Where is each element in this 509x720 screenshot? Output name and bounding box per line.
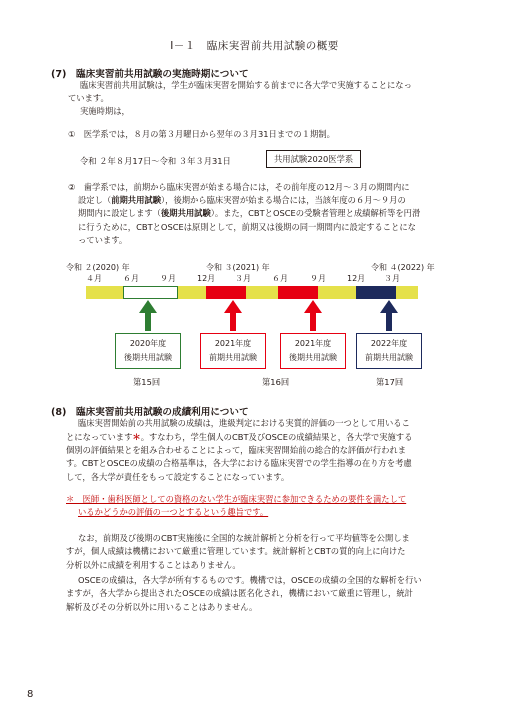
era-label-2022: 令和 ４(2022) 年: [371, 263, 435, 272]
section-7-intro-2: ています。: [68, 93, 109, 103]
arrow-up-icon: [380, 300, 398, 331]
section-7-heading: (7) 臨床実習前共用試験の実施時期について: [51, 69, 249, 80]
para3-line-2: ますが，各大学から提出されたOSCEの成績は匿名化され，機構において厳重に管理し，統計: [66, 588, 413, 598]
dental-line-2: 設定し（前期共用試験），後期から臨床実習が始まる場合には，当該年度の６月～９月の: [78, 195, 406, 205]
exam-card-2021-early: 2021年度 前期共用試験: [200, 333, 266, 369]
section-8-line-3: 個別の評価結果とを組み合わせることによって，臨床実習開始前の総合的な評価が行われま: [66, 445, 407, 455]
month-tick: ９月: [160, 274, 176, 283]
timeline-arrows: [0, 298, 509, 332]
month-tick: 12月: [197, 274, 216, 283]
exam-card-2020-late: 2020年度 後期共用試験: [115, 333, 181, 369]
arrow-up-icon: [224, 300, 242, 331]
section-8-line-2: とになっています＊。すなわち，学生個人のCBT及びOSCEの成績結果と，各大学で実施する: [66, 432, 413, 442]
medical-exam-box: 共用試験2020医学系: [266, 150, 361, 168]
section-7-intro-3: 実施時期は，: [80, 106, 130, 116]
dental-line-5: っています。: [78, 235, 128, 245]
para2-line-3: 分析以外に成績を利用することはありません。: [66, 560, 241, 570]
month-tick: 12月: [347, 274, 366, 283]
arrow-up-icon: [304, 300, 322, 331]
para3-line-1: OSCEの成績は，各大学が所有するものです。機構では，OSCEの成績の全国的な解析を行い: [78, 575, 422, 585]
medical-schedule: ① 医学系では，８月の第３月曜日から翌年の３月31日までの１期制。: [68, 129, 335, 139]
round-17: 第17回: [376, 377, 404, 387]
para2-line-1: なお，前期及び後期のCBT実施後に全国的な統計解析と分析を行って平均値等を公開しま: [78, 533, 410, 543]
dental-line-4: に行うために，CBTとOSCEは原則として，前期又は後期の同一期間内に設定することにな: [78, 222, 416, 232]
exam-card-2021-late: 2021年度 後期共用試験: [280, 333, 346, 369]
section-8-line-4: す。CBTとOSCEの成績の合格基準は，各大学における臨床実習での学生指導の在り方を考慮: [66, 458, 412, 468]
page-number: 8: [27, 689, 34, 700]
section-8-line-1: 臨床実習開始前の共用試験の成績は，進級判定における実質的評価の一つとして用いるこ: [78, 418, 410, 428]
para2-line-2: すが，個人成績は機構において厳重に管理しています。統計解析とCBTの質的向上に向けた: [66, 546, 406, 556]
arrow-up-icon: [139, 300, 157, 331]
section-7-intro-1: 臨床実習前共用試験は，学生が臨床実習を開始する前までに各大学で実施することになっ: [80, 80, 412, 90]
month-tick: ６月: [272, 274, 288, 283]
dental-line-1: ② 歯学系では，前期から臨床実習が始まる場合には，その前年度の12月～３月の期間内に: [68, 182, 410, 192]
era-label-2020: 令和 ２(2020) 年: [66, 263, 130, 272]
month-tick: ３月: [235, 274, 251, 283]
section-8-heading: (8) 臨床実習前共用試験の成績利用について: [51, 407, 249, 418]
dental-line-3: 期間内に設定します（後期共用試験）。また，CBTとOSCEの受験者管理と成績解析等を円滑: [78, 208, 421, 218]
exam-card-2022-early: 2022年度 前期共用試験: [356, 333, 422, 369]
era-label-2021: 令和 ３(2021) 年: [206, 263, 270, 272]
month-tick: ４月: [86, 274, 102, 283]
round-15: 第15回: [133, 377, 161, 387]
month-tick: ９月: [310, 274, 326, 283]
section-8-line-5: して，各大学が責任をもって設定することになっています。: [66, 472, 290, 482]
para3-line-3: 解析及びその分析以外に用いることはありません。: [66, 602, 258, 612]
round-16: 第16回: [262, 377, 290, 387]
medical-period: 令和 ２年８月17日～令和 ３年３月31日: [80, 156, 231, 166]
month-tick: ３月: [384, 274, 400, 283]
note-line-2: いるかどうかの評価の一つとするという趣旨です。: [78, 507, 269, 517]
month-tick: ６月: [123, 274, 139, 283]
page-title: Ⅰ－１ 臨床実習前共用試験の概要: [170, 40, 339, 52]
note-line-1: ＊ 医師・歯科医師としての資格のない学生が臨床実習に参加できるための要件を満たして: [66, 494, 407, 504]
